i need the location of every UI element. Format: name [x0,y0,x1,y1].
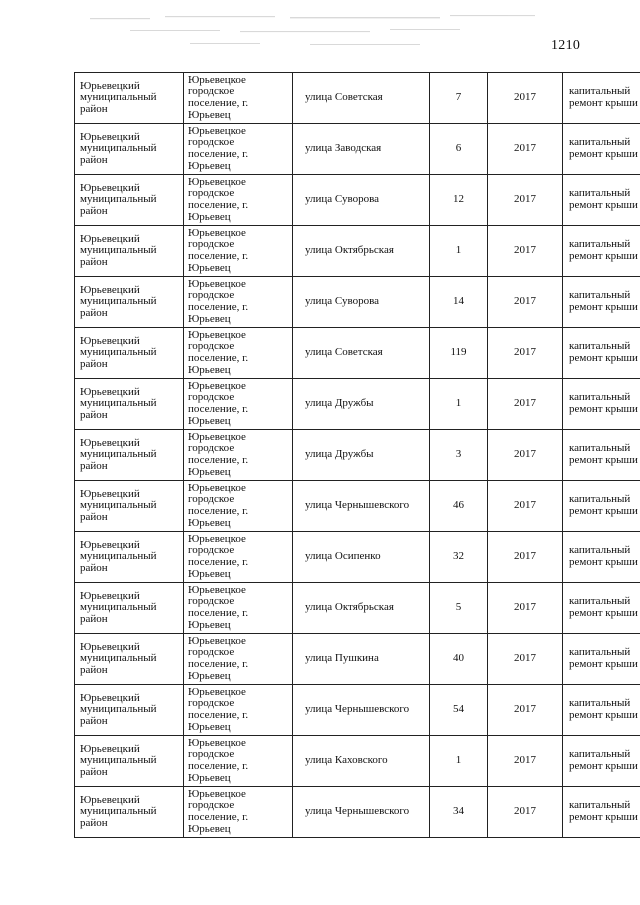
settlement-cell [184,328,293,379]
district-cell-text: Юрьевецкий муниципальный район [80,589,157,625]
settlement-cell [184,532,293,583]
street-cell-text: улица Суворова [305,193,380,206]
district-cell [75,277,184,328]
district-cell-text: Юрьевецкий муниципальный район [80,487,157,523]
work-type-cell-text: капитальный ремонт крыши [569,799,638,823]
settlement-cell [184,430,293,481]
work-type-cell-text: капитальный ремонт крыши [569,493,638,517]
district-cell [75,430,184,481]
year-cell [488,787,563,838]
district-cell [75,583,184,634]
work-type-cell-text: капитальный ремонт крыши [569,697,638,721]
house-number-cell-text: 7 [455,91,462,104]
work-type-cell-text: капитальный ремонт крыши [569,238,638,262]
work-type-cell-text: капитальный ремонт крыши [569,340,638,364]
district-cell [75,379,184,430]
street-cell [293,430,430,481]
settlement-cell-text: Юрьевецкое городское поселение, г. Юрьевец [188,685,249,733]
house-number-cell-text: 6 [455,142,462,155]
settlement-cell-text: Юрьевецкое городское поселение, г. Юрьевец [188,430,249,478]
year-cell-text: 2017 [514,601,536,614]
year-cell-text: 2017 [514,703,536,716]
district-cell-text: Юрьевецкий муниципальный район [80,538,157,574]
year-cell-text: 2017 [514,550,536,563]
street-cell-text: улица Чернышевского [305,499,410,512]
district-cell [75,328,184,379]
house-number-cell [430,583,488,634]
street-cell-text: улица Каховского [305,754,388,767]
district-cell [75,685,184,736]
settlement-cell-text: Юрьевецкое городское поселение, г. Юрьевец [188,634,249,682]
district-cell-text: Юрьевецкий муниципальный район [80,283,157,319]
district-cell-text: Юрьевецкий муниципальный район [80,232,157,268]
year-cell-text: 2017 [514,805,536,818]
house-number-cell-text: 34 [453,805,464,818]
table-row [75,736,640,787]
settlement-cell-text: Юрьевецкое городское поселение, г. Юрьевец [188,481,249,529]
settlement-cell [184,73,293,124]
table-row [75,328,640,379]
street-cell-text: улица Октябрьская [305,244,394,257]
table-row [75,634,640,685]
work-type-cell [563,226,640,277]
district-cell-text: Юрьевецкий муниципальный район [80,691,157,727]
year-cell [488,430,563,481]
street-cell-text: улица Дружбы [305,448,374,461]
street-cell-text: улица Чернышевского [305,805,410,818]
settlement-cell-text: Юрьевецкое городское поселение, г. Юрьевец [188,73,249,121]
table-row [75,226,640,277]
district-cell-text: Юрьевецкий муниципальный район [80,181,157,217]
street-cell [293,634,430,685]
table-body [75,73,640,838]
work-type-cell [563,175,640,226]
work-type-cell-text: капитальный ремонт крыши [569,595,638,619]
street-cell-text: улица Чернышевского [305,703,410,716]
work-type-cell [563,685,640,736]
table-row [75,175,640,226]
settlement-cell-text: Юрьевецкое городское поселение, г. Юрьевец [188,787,249,835]
table-row [75,532,640,583]
year-cell-text: 2017 [514,652,536,665]
house-number-cell-text: 32 [453,550,464,563]
district-cell [75,634,184,685]
district-cell [75,532,184,583]
year-cell-text: 2017 [514,295,536,308]
work-type-cell [563,481,640,532]
district-cell-text: Юрьевецкий муниципальный район [80,640,157,676]
district-cell-text: Юрьевецкий муниципальный район [80,130,157,166]
year-cell [488,583,563,634]
work-type-cell [563,430,640,481]
house-number-cell [430,226,488,277]
settlement-cell-text: Юрьевецкое городское поселение, г. Юрьевец [188,328,249,376]
year-cell [488,175,563,226]
street-cell-text: улица Советская [305,346,383,359]
year-cell [488,379,563,430]
house-number-cell-text: 1 [455,244,462,257]
street-cell [293,532,430,583]
settlement-cell [184,124,293,175]
street-cell-text: улица Суворова [305,295,380,308]
work-type-cell-text: капитальный ремонт крыши [569,646,638,670]
district-cell [75,124,184,175]
table-row [75,379,640,430]
street-cell [293,124,430,175]
house-number-cell-text: 1 [455,754,462,767]
settlement-cell-text: Юрьевецкое городское поселение, г. Юрьевец [188,226,249,274]
scan-artifact [70,10,540,55]
year-cell [488,685,563,736]
house-number-cell-text: 119 [450,346,467,359]
street-cell [293,226,430,277]
year-cell [488,73,563,124]
work-type-cell-text: капитальный ремонт крыши [569,391,638,415]
house-number-cell [430,481,488,532]
house-number-cell-text: 12 [453,193,464,206]
work-type-cell-text: капитальный ремонт крыши [569,85,638,109]
settlement-cell [184,736,293,787]
year-cell-text: 2017 [514,448,536,461]
settlement-cell-text: Юрьевецкое городское поселение, г. Юрьевец [188,277,249,325]
district-cell-text: Юрьевецкий муниципальный район [80,742,157,778]
settlement-cell [184,583,293,634]
district-cell-text: Юрьевецкий муниципальный район [80,436,157,472]
settlement-cell [184,277,293,328]
street-cell [293,787,430,838]
house-number-cell [430,175,488,226]
settlement-cell [184,634,293,685]
work-type-cell-text: капитальный ремонт крыши [569,136,638,160]
work-type-cell-text: капитальный ремонт крыши [569,748,638,772]
house-number-cell-text: 14 [453,295,464,308]
table-row [75,124,640,175]
house-number-cell [430,73,488,124]
table-row [75,73,640,124]
table-row [75,430,640,481]
street-cell [293,736,430,787]
work-type-cell [563,379,640,430]
street-cell-text: улица Заводская [305,142,382,155]
house-number-cell [430,787,488,838]
settlement-cell-text: Юрьевецкое городское поселение, г. Юрьевец [188,532,249,580]
street-cell [293,277,430,328]
street-cell [293,73,430,124]
work-type-cell [563,787,640,838]
street-cell [293,583,430,634]
page-number: 1210 [551,38,581,53]
year-cell-text: 2017 [514,397,536,410]
house-number-cell [430,328,488,379]
work-type-cell [563,532,640,583]
table-row [75,685,640,736]
table-row [75,277,640,328]
district-cell-text: Юрьевецкий муниципальный район [80,334,157,370]
house-number-cell [430,685,488,736]
work-type-cell-text: капитальный ремонт крыши [569,289,638,313]
year-cell [488,124,563,175]
year-cell-text: 2017 [514,346,536,359]
work-type-cell [563,583,640,634]
house-number-cell-text: 1 [455,397,462,410]
district-cell [75,787,184,838]
district-cell-text: Юрьевецкий муниципальный район [80,385,157,421]
year-cell-text: 2017 [514,244,536,257]
street-cell [293,685,430,736]
table-row [75,787,640,838]
work-type-cell-text: капитальный ремонт крыши [569,544,638,568]
street-cell-text: улица Осипенко [305,550,381,563]
settlement-cell [184,787,293,838]
work-type-cell [563,634,640,685]
year-cell-text: 2017 [514,754,536,767]
street-cell-text: улица Советская [305,91,383,104]
house-number-cell [430,124,488,175]
house-number-cell [430,430,488,481]
repair-table [74,72,640,838]
work-type-cell [563,124,640,175]
settlement-cell-text: Юрьевецкое городское поселение, г. Юрьевец [188,175,249,223]
table-row [75,583,640,634]
work-type-cell-text: капитальный ремонт крыши [569,442,638,466]
district-cell [75,73,184,124]
year-cell-text: 2017 [514,142,536,155]
settlement-cell [184,379,293,430]
work-type-cell [563,328,640,379]
table-row [75,481,640,532]
year-cell-text: 2017 [514,91,536,104]
settlement-cell-text: Юрьевецкое городское поселение, г. Юрьевец [188,736,249,784]
year-cell [488,634,563,685]
settlement-cell [184,685,293,736]
house-number-cell-text: 54 [453,703,464,716]
house-number-cell [430,532,488,583]
house-number-cell-text: 46 [453,499,464,512]
settlement-cell-text: Юрьевецкое городское поселение, г. Юрьевец [188,124,249,172]
year-cell [488,226,563,277]
house-number-cell-text: 3 [455,448,462,461]
street-cell-text: улица Пушкина [305,652,379,665]
settlement-cell-text: Юрьевецкое городское поселение, г. Юрьевец [188,583,249,631]
district-cell [75,736,184,787]
year-cell [488,277,563,328]
year-cell [488,532,563,583]
work-type-cell [563,277,640,328]
house-number-cell [430,736,488,787]
house-number-cell-text: 40 [453,652,464,665]
district-cell-text: Юрьевецкий муниципальный район [80,793,157,829]
year-cell [488,736,563,787]
settlement-cell [184,481,293,532]
settlement-cell [184,175,293,226]
house-number-cell-text: 5 [455,601,462,614]
settlement-cell-text: Юрьевецкое городское поселение, г. Юрьевец [188,379,249,427]
house-number-cell [430,379,488,430]
house-number-cell [430,634,488,685]
street-cell [293,328,430,379]
work-type-cell [563,736,640,787]
street-cell-text: улица Октябрьская [305,601,394,614]
work-type-cell [563,73,640,124]
settlement-cell [184,226,293,277]
street-cell [293,175,430,226]
street-cell-text: улица Дружбы [305,397,374,410]
district-cell [75,226,184,277]
year-cell [488,328,563,379]
year-cell-text: 2017 [514,499,536,512]
street-cell [293,481,430,532]
district-cell-text: Юрьевецкий муниципальный район [80,79,157,115]
year-cell-text: 2017 [514,193,536,206]
house-number-cell [430,277,488,328]
street-cell [293,379,430,430]
work-type-cell-text: капитальный ремонт крыши [569,187,638,211]
year-cell [488,481,563,532]
district-cell [75,481,184,532]
district-cell [75,175,184,226]
